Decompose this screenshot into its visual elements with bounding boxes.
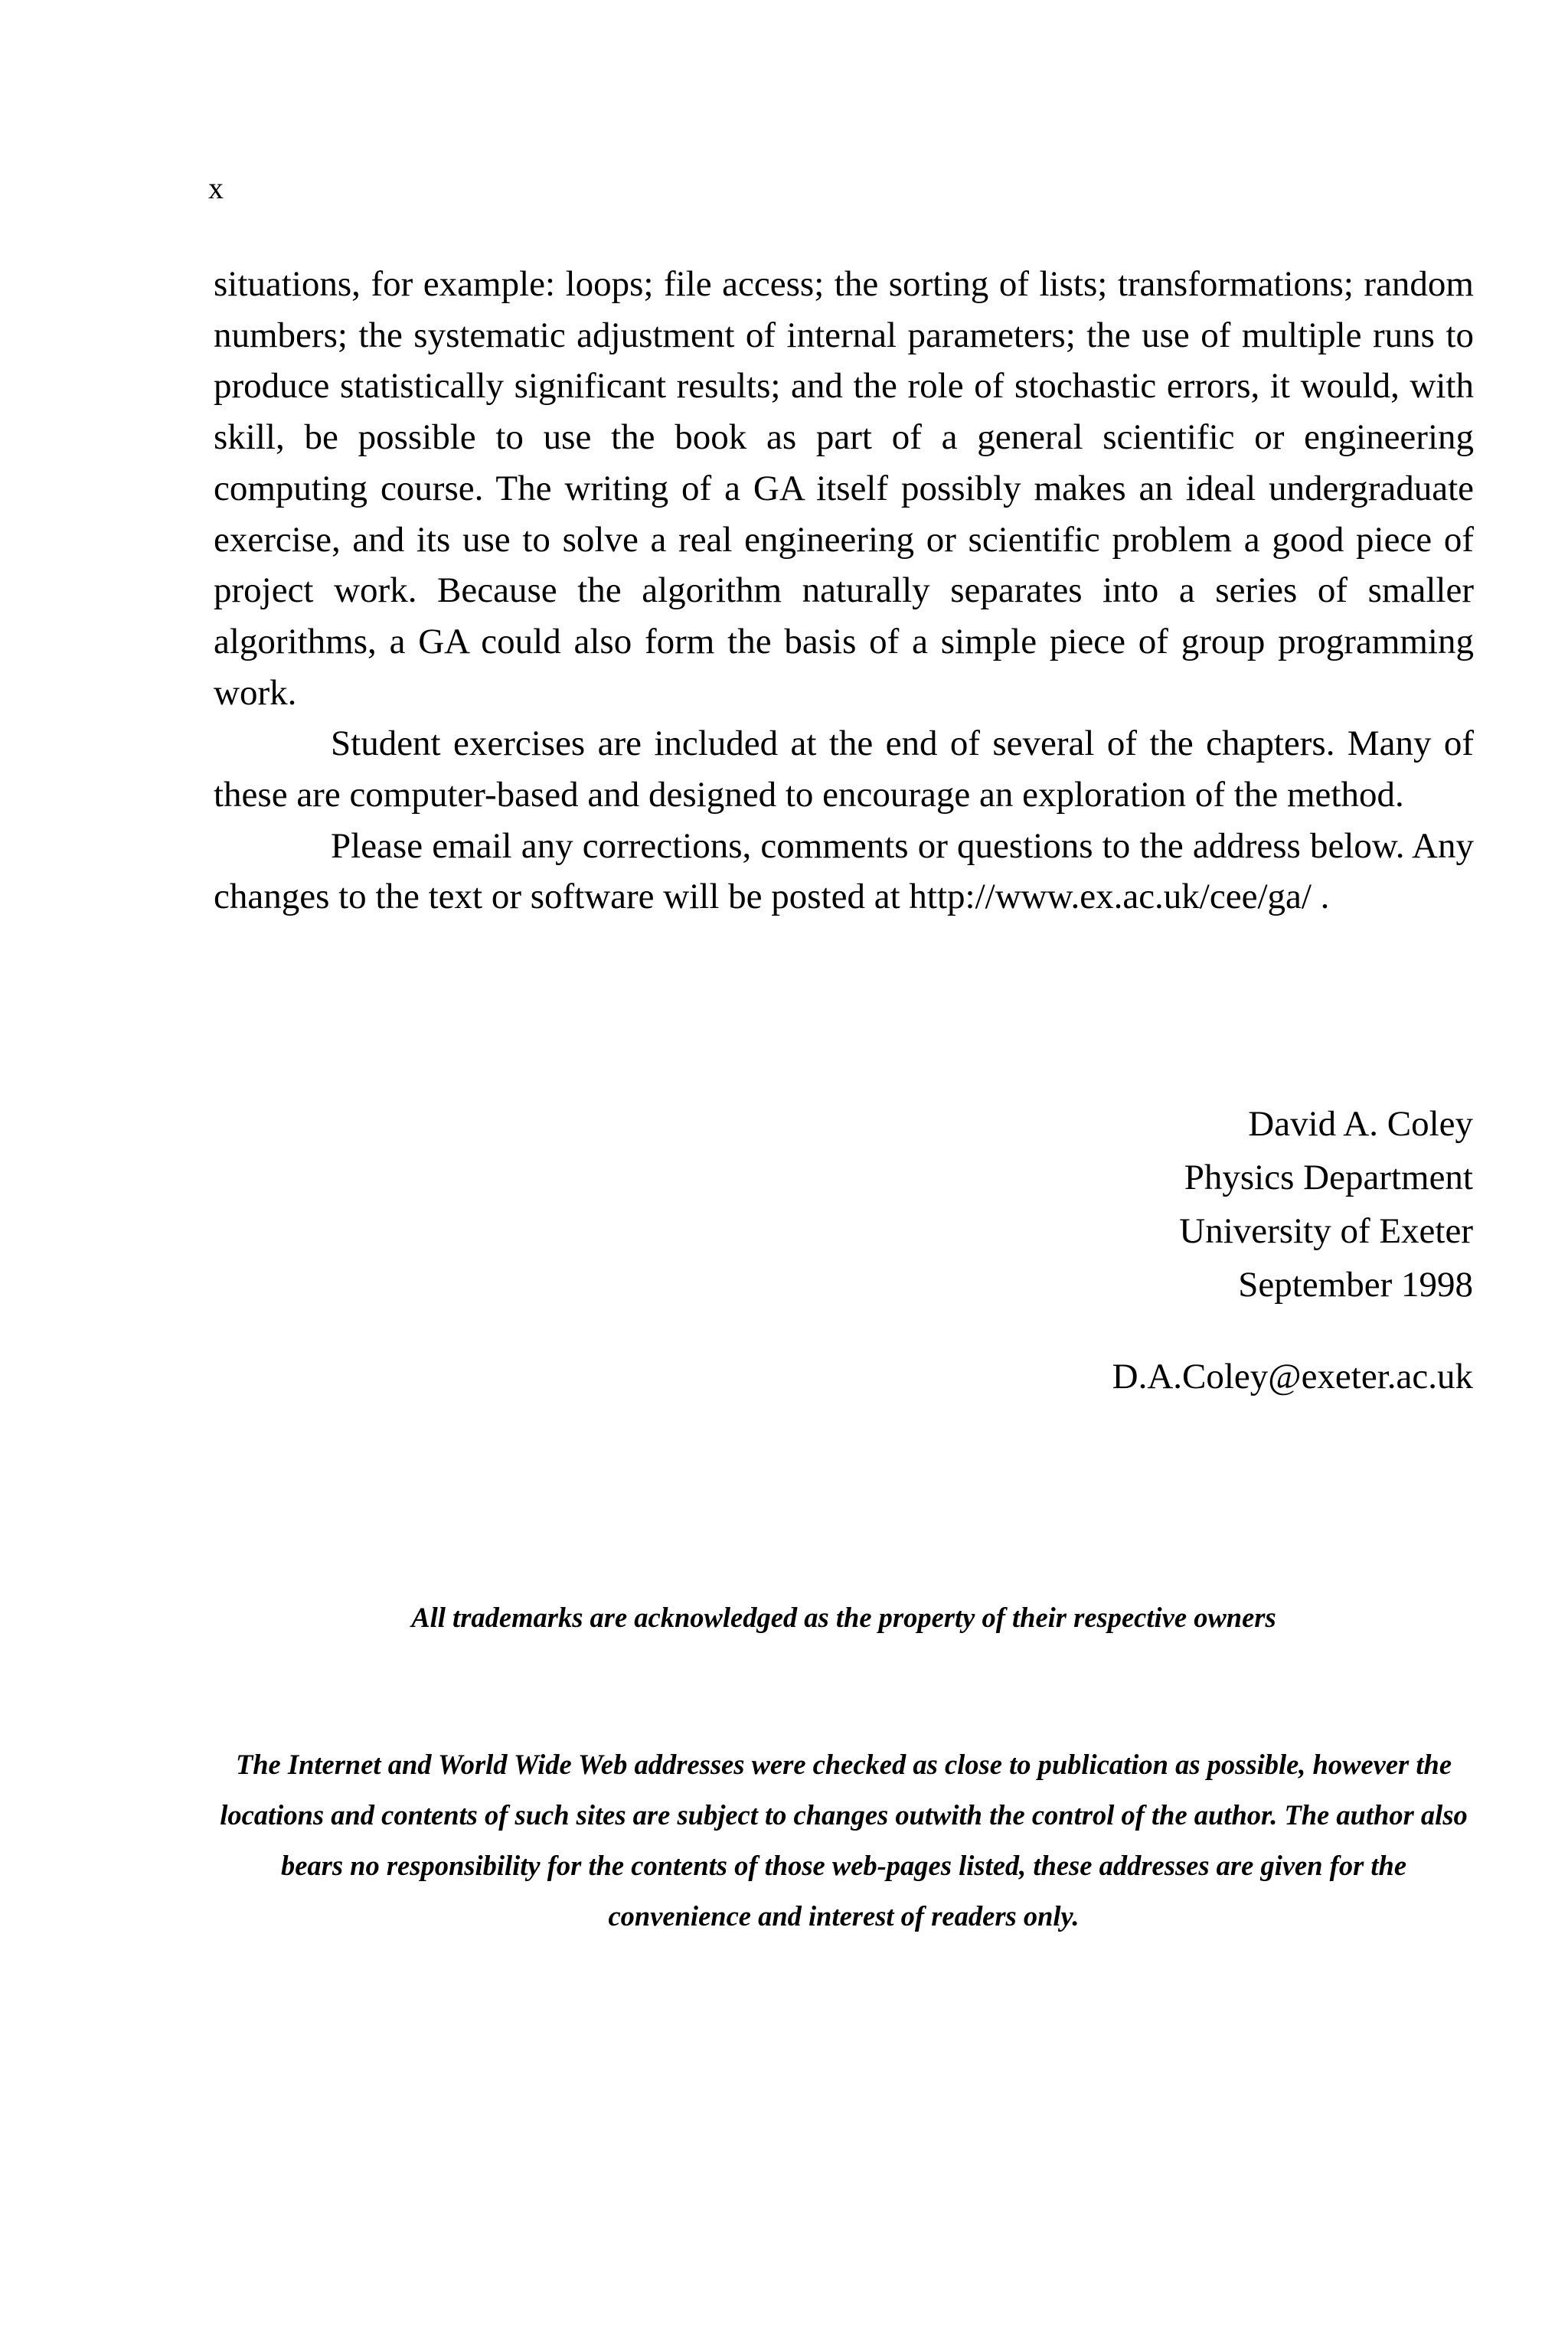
page-number: x — [208, 171, 224, 205]
author-signature-block — [1179, 1097, 1473, 1311]
paragraph-exercises: Student exercises are included at the end of several of the chapters. Many of these are computer-based and designed to encourage an exploration of the method. — [214, 724, 1474, 815]
contact-text: Please email any corrections, comments or questions to the address below. Any changes to the text or software will be posted at — [214, 825, 1474, 917]
author-department: Physics Department — [1184, 1158, 1473, 1197]
paragraph-course-use: situations, for example: loops; file access; the sorting of lists; transformations; random numbers; the systematic adjustment of internal parameters; the use of multiple runs to produce statistically significant results; and the role of stochastic errors, it would, with skill, be possible to use the book as part of a general scientific or engineering computing course. The writing of a GA itself possibly makes an ideal undergraduate exercise, and its use to solve a real engineering or scientific problem a good piece of project work. Because the algorithm naturally separates into a series of smaller algorithms, a GA could also form the basis of a simple piece of group programming work. — [214, 264, 1474, 713]
web-disclaimer-notice: The Internet and World Wide Web addresses were checked as close to publication as possible, however the locations and contents of such sites are subject to changes outwith the control of the author. The author also bears no responsibility for the contents of those web-pages listed, these addresses are given for the convenience and interest of readers only. — [220, 1749, 1468, 1932]
body-text — [214, 259, 1474, 923]
author-institution: University of Exeter — [1179, 1211, 1473, 1251]
author-name: David A. Coley — [1248, 1104, 1473, 1144]
paragraph-contact — [214, 821, 1474, 923]
trademark-notice: All trademarks are acknowledged as the property of their respective owners — [411, 1602, 1276, 1633]
signature-date: September 1998 — [1238, 1265, 1473, 1305]
website-url[interactable]: http://www.ex.ac.uk/cee/ga/ . — [909, 877, 1330, 917]
author-email[interactable]: D.A.Coley@exeter.ac.uk — [1112, 1357, 1473, 1396]
